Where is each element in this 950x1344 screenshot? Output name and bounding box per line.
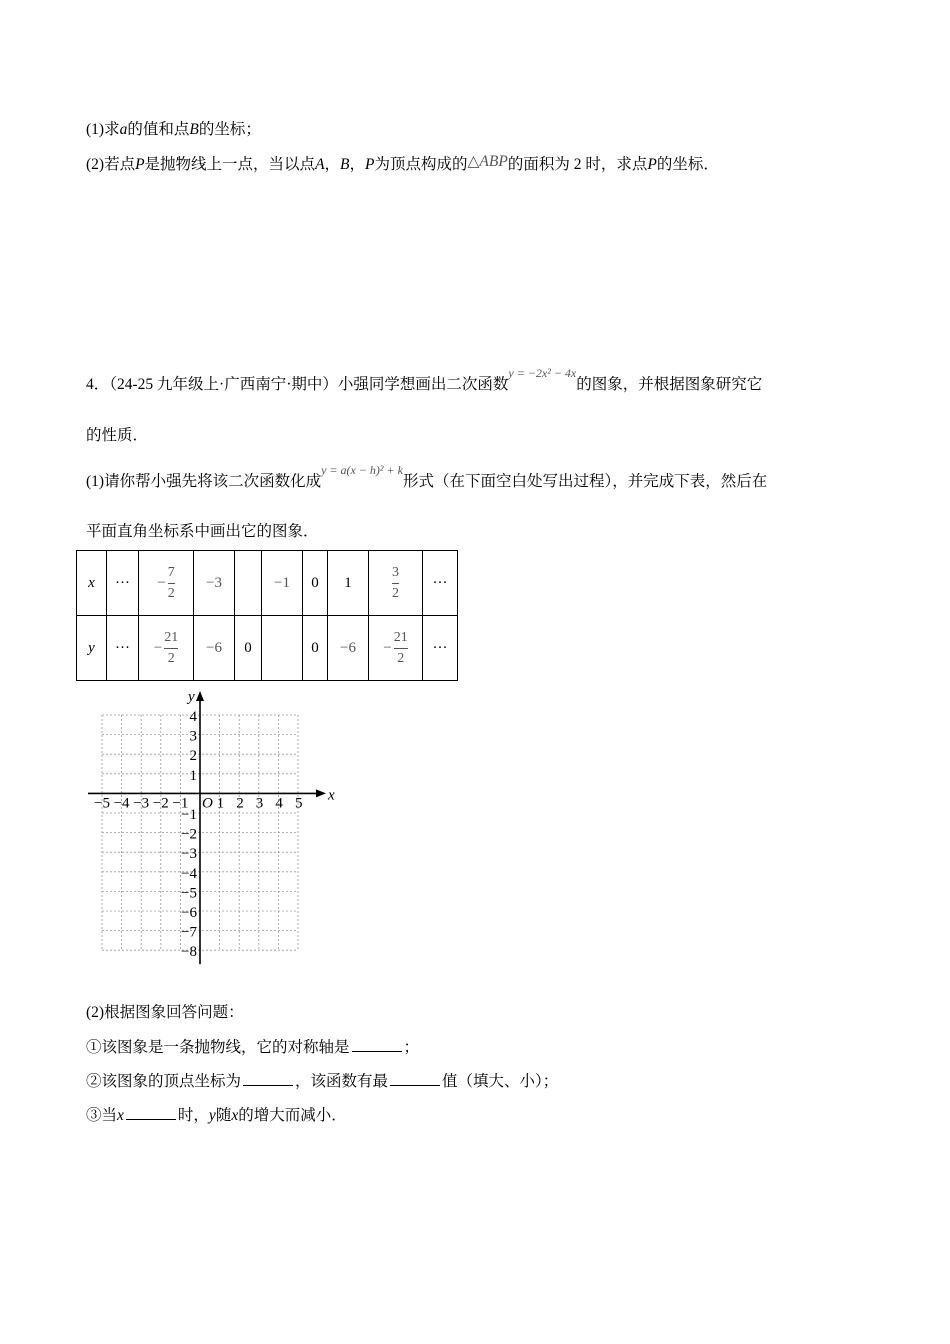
x-tick-label: −2 [152, 795, 169, 812]
table-cell: 1 [328, 551, 369, 616]
q4-question-c: ③当x 时，y随x的增大而减小． [86, 1107, 347, 1124]
x-tick-label: 3 [255, 795, 264, 812]
y-tick-label: −5 [181, 885, 197, 902]
answer-blank-axis[interactable] [352, 1037, 402, 1052]
x-axis-label: x [328, 787, 335, 804]
answer-blank-extreme[interactable] [390, 1071, 440, 1086]
y-tick-label: −6 [181, 905, 197, 921]
table-cell: −3 [194, 551, 235, 616]
y-axis-arrow [196, 691, 204, 701]
table-cell: −6 [194, 616, 235, 681]
table-cell: −6 [328, 616, 369, 681]
x-tick-label: 4 [275, 795, 283, 812]
y-axis-label: y [188, 689, 195, 705]
answer-blank-range[interactable] [126, 1105, 176, 1120]
y-tick-label: −4 [181, 865, 197, 882]
table-cell: ··· [107, 551, 139, 616]
table-cell: ··· [423, 551, 458, 616]
table-cell: 0 [235, 616, 262, 681]
x-tick-label: −3 [133, 795, 150, 812]
y-tick-label: 2 [189, 748, 197, 765]
q4-header: 4．（24-25 九年级上·广西南宁·期中）小强同学想画出二次函数$^{y = -2x^2 - 4x}$的图象，并根据图象研究它 [86, 366, 763, 393]
table-cell: ··· [423, 616, 458, 681]
q3-part1: (1)求a的值和点B的坐标； [86, 121, 261, 138]
x-tick-label: −1 [172, 795, 189, 812]
table-cell: $\frac{3}{2}$ [369, 551, 423, 616]
y-tick-label: −8 [181, 944, 197, 961]
axes [88, 691, 326, 964]
triangle-abp: △ABP [467, 153, 508, 170]
table-cell: −1 [262, 551, 303, 616]
table-header-y: y [77, 616, 107, 681]
table-header-x: x [77, 551, 107, 616]
q4-part2-title: (2)根据图象回答问题： [86, 1004, 244, 1021]
q4-part1: (1)请你帮小强先将该二次函数化成$^{y = a(x - h)^2 + k}$形式（在下面空白处写出过程），并完成下表，然后在 [86, 463, 768, 490]
tick-labels [94, 689, 335, 960]
table-cell-empty [235, 551, 262, 616]
table-cell: 0 [303, 616, 328, 681]
y-tick-label: −3 [181, 846, 197, 863]
table-cell: − $\frac{7}{2}$ [139, 551, 194, 616]
value-table [76, 550, 458, 681]
y-tick-label: 1 [189, 767, 197, 784]
table-cell: − $\frac{21}{2}$ [139, 616, 194, 681]
table-row-x [77, 551, 458, 616]
answer-blank-vertex[interactable] [243, 1071, 293, 1086]
table-cell: − $\frac{21}{2}$ [369, 616, 423, 681]
q4-header-line2: 的性质． [86, 427, 149, 444]
x-tick-label: −4 [113, 795, 130, 812]
q4-part1-line2: 平面直角坐标系中画出它的图象． [86, 523, 319, 540]
y-tick-label: −7 [181, 924, 197, 941]
x-axis-arrow [316, 789, 326, 797]
vertex-form-expression: y = a(x − h)² + k [321, 463, 403, 477]
function-expression: y = −2x² − 4x [508, 366, 577, 380]
x-tick-label: 2 [236, 795, 244, 812]
origin-label: O [202, 795, 213, 812]
y-tick-label: 3 [189, 728, 197, 745]
q3-part2: (2)若点P是抛物线上一点，当以点A，B，P为顶点构成的△ABP的面积为 2 时，求点P的坐标． [86, 153, 719, 173]
y-tick-label: 4 [189, 709, 197, 725]
table-cell: ··· [107, 616, 139, 681]
table-cell: 0 [303, 551, 328, 616]
y-tick-label: −1 [181, 807, 197, 823]
q4-question-b: ②该图象的顶点坐标为 ，该函数有最 值（填大、小）； [86, 1073, 559, 1090]
x-tick-label: 1 [216, 795, 225, 812]
table-cell-empty [262, 616, 303, 681]
table-row-y [77, 616, 458, 681]
coordinate-grid [80, 685, 340, 970]
x-tick-label: 5 [295, 795, 303, 812]
q4-question-a: ①该图象是一条抛物线，它的对称轴是 ； [86, 1039, 420, 1056]
x-tick-label: −5 [94, 795, 110, 812]
y-tick-label: −2 [181, 826, 197, 843]
